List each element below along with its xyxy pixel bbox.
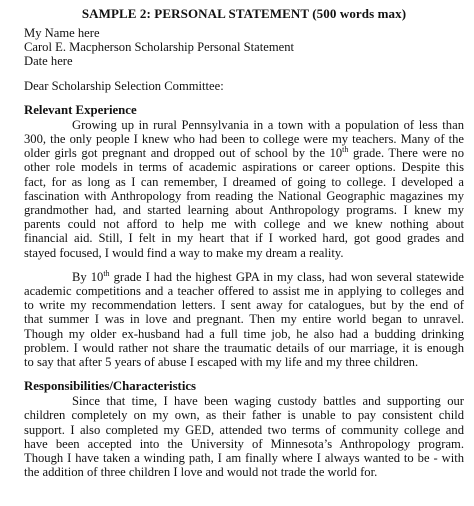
paragraph-line: academic competitions and a teacher offered to assist me in applying to colleges and	[24, 284, 464, 299]
paragraph-line: other role models in terms of academic aspirations or career options. Despite this	[24, 160, 464, 175]
paragraph-line: support. I also completed my GED, attended two terms of community college and	[24, 422, 464, 437]
paragraph-line: fascination with Anthropology from reading the National Geographic magazines my	[24, 188, 464, 203]
paragraph-line: parents could not afford to help me with college and we knew nothing about	[24, 217, 464, 232]
paragraph-3	[24, 394, 464, 479]
paragraph-line: Since that time, I have been waging custody battles and supporting our	[72, 394, 464, 409]
paragraph-line: to write my recommendation letters. I sent away for catalogues, but by the end of	[24, 298, 464, 313]
paragraph-line: the addition of three children I love and would not trade the world for.	[24, 465, 378, 480]
header-block	[24, 26, 464, 69]
document-title: SAMPLE 2: PERSONAL STATEMENT (500 words max)	[81, 6, 407, 21]
paragraph-line: By 10th grade I had the highest GPA in my class, had won several statewide	[72, 268, 464, 284]
ordinal-suffix: th	[103, 268, 110, 278]
ordinal-suffix: th	[342, 145, 349, 155]
paragraph-line: have been accepted into the University of Minnesota’s Anthropology program.	[24, 436, 464, 451]
paragraph-line: fact, for as long as I can remember, I dreamed of going to college. I developed a	[24, 174, 464, 189]
paragraph-line: children completely on my own, as their father is unable to pay consistent child	[24, 408, 464, 423]
paragraph-line: older girls got pregnant and dropped out of school by the 10th grade. There were no	[24, 145, 464, 161]
paragraph-line: that summer I was in love and pregnant. Then my entire world began to unravel.	[24, 312, 464, 327]
scholarship-line: Carol E. Macpherson Scholarship Personal Statement	[24, 40, 295, 55]
name-line: My Name here	[24, 26, 100, 40]
paragraph-line: Though my older ex-husband had a full time job, he also had a budding drinking	[24, 326, 464, 341]
paragraph-line: to say that after 5 years of abuse I escaped with my life and my three children.	[24, 355, 419, 370]
paragraph-line: 300, the only people I knew who had been to college were my teachers. Many of the	[24, 132, 464, 147]
paragraph-1	[24, 118, 464, 260]
section-heading-responsibilities: Responsibilities/Characteristics	[24, 379, 197, 394]
section-heading-relevant-experience: Relevant Experience	[24, 102, 137, 117]
paragraph-line: Though I have taken a winding path, I am finally where I always wanted to be - with	[24, 451, 464, 466]
date-line: Date here	[24, 54, 73, 69]
paragraph-line: financial aid. Still, I felt in my heart that if I worked hard, got good grades and	[24, 231, 464, 246]
paragraph-line: stayed focused, I would find a way to make my dream a reality.	[24, 245, 344, 260]
paragraph-line: problem. I would rather not share the traumatic details of our marriage, it is enough	[24, 340, 464, 355]
salutation: Dear Scholarship Selection Committee:	[24, 78, 224, 93]
paragraph-line: Growing up in rural Pennsylvania in a town with a population of less than	[72, 117, 464, 132]
paragraph-line: grandmother had, and started learning about Anthropology programs. I knew my	[24, 203, 464, 218]
paragraph-2	[24, 270, 464, 369]
